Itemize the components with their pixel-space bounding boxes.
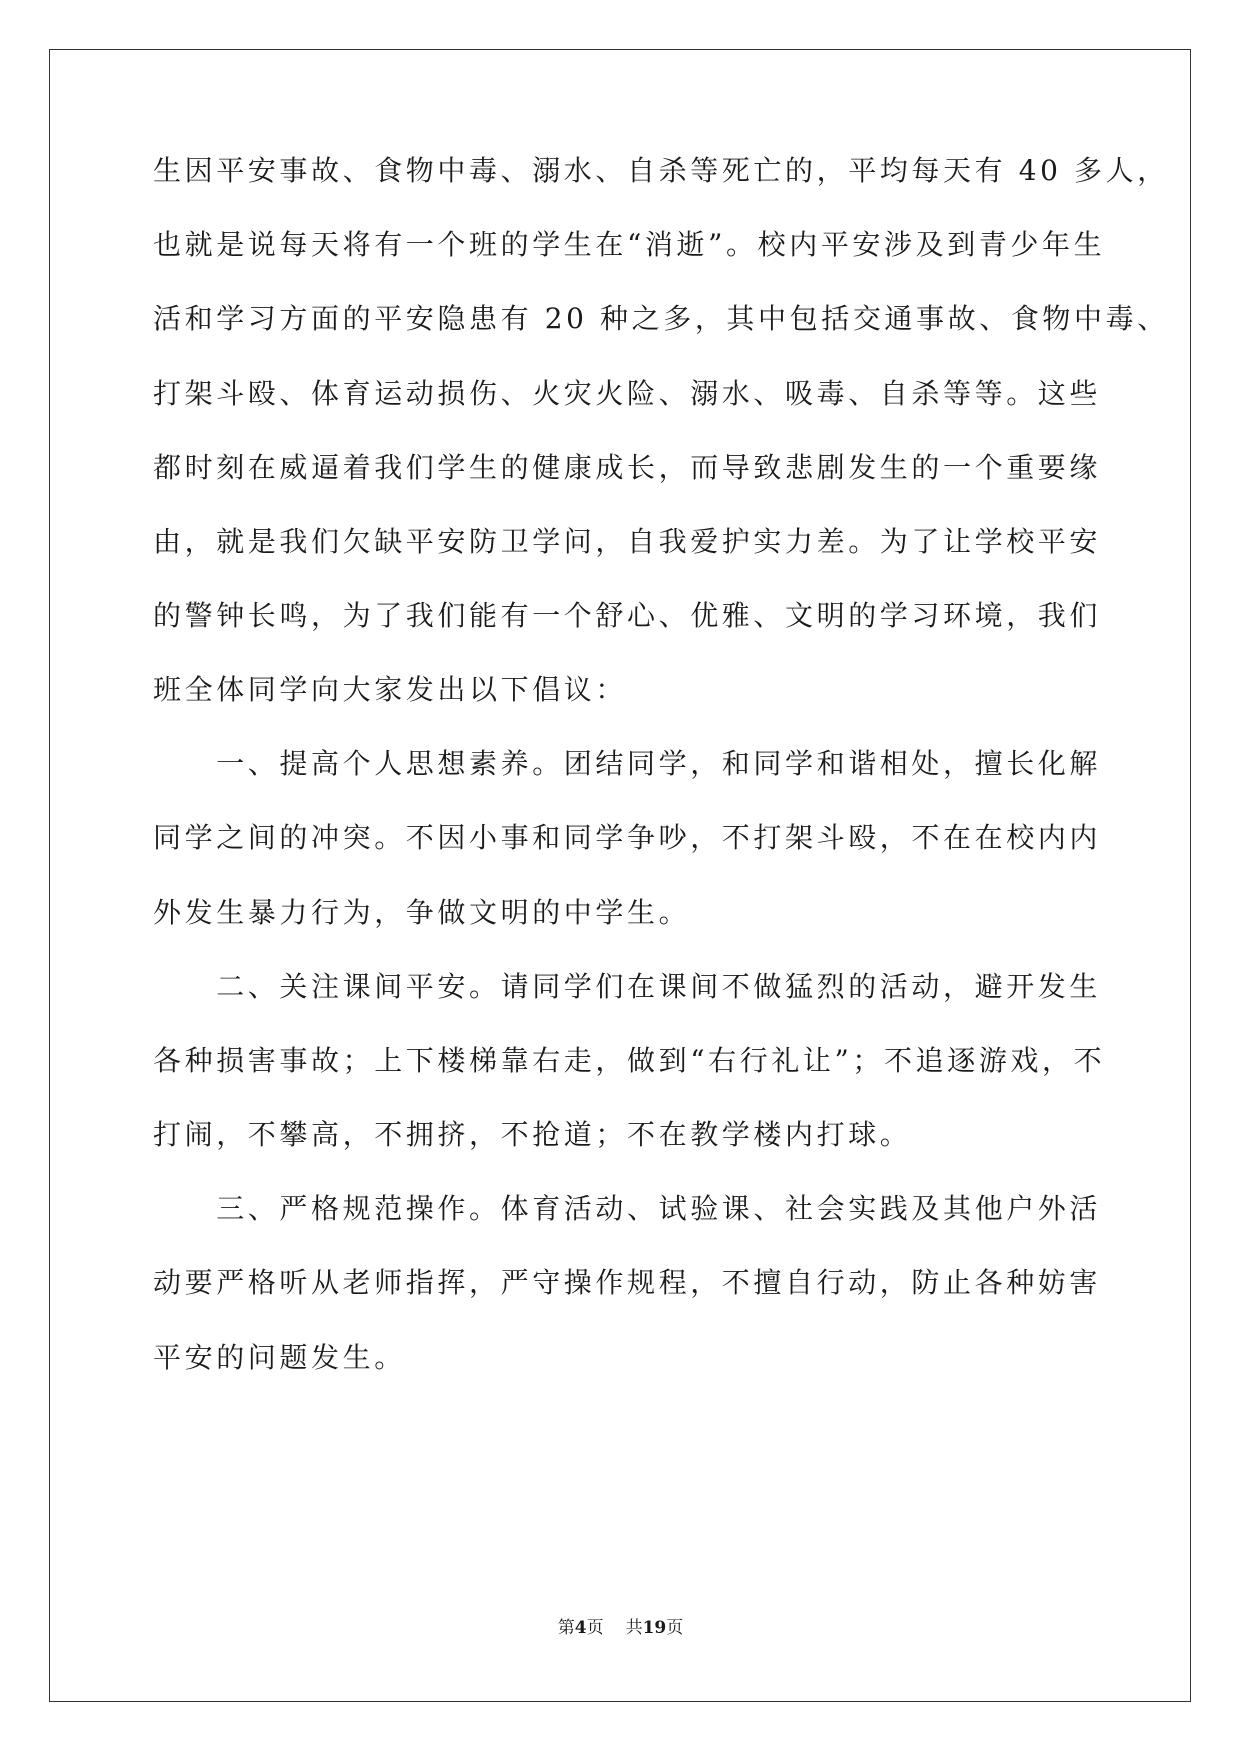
- body-line-12: 二、关注课间平安。请同学们在课间不做猛烈的活动，避开发生: [153, 970, 1102, 1003]
- total-suffix: 页: [666, 1618, 684, 1638]
- total-prefix: 共: [625, 1618, 643, 1638]
- body-line-3: 活和学习方面的平安隐患有 20 种之多，其中包括交通事故、食物中毒、: [153, 302, 1169, 335]
- page-prefix: 第: [557, 1618, 575, 1638]
- body-line-10: 同学之间的冲突。不因小事和同学争吵，不打架斗殴，不在在校内内: [153, 821, 1102, 854]
- body-line-6: 由，就是我们欠缺平安防卫学问，自我爱护实力差。为了让学校平安: [153, 525, 1102, 558]
- body-line-7: 的警钟长鸣，为了我们能有一个舒心、优雅、文明的学习环境，我们: [153, 599, 1102, 632]
- body-line-1: 生因平安事故、食物中毒、溺水、自杀等死亡的，平均每天有 40 多人，: [153, 154, 1169, 187]
- body-line-4: 打架斗殴、体育运动损伤、火灾火险、溺水、吸毒、自杀等等。这些: [153, 377, 1102, 410]
- body-line-16: 动要严格听从老师指挥，严守操作规程，不擅自行动，防止各种妨害: [153, 1266, 1102, 1299]
- body-line-15: 三、严格规范操作。体育活动、试验课、社会实践及其他户外活: [153, 1192, 1102, 1225]
- page-number: 4: [574, 1618, 587, 1638]
- total-pages: 19: [642, 1618, 667, 1638]
- body-line-17: 平安的问题发生。: [153, 1341, 406, 1374]
- body-line-8: 班全体同学向大家发出以下倡议：: [153, 673, 628, 706]
- page-suffix: 页: [586, 1618, 604, 1638]
- body-line-5: 都时刻在威逼着我们学生的健康成长，而导致悲剧发生的一个重要缘: [153, 451, 1102, 484]
- body-line-11: 外发生暴力行为，争做文明的中学生。: [153, 896, 691, 929]
- body-line-13: 各种损害事故；上下楼梯靠右走，做到“右行礼让”；不追逐游戏，不: [153, 1044, 1106, 1077]
- body-line-14: 打闹，不攀高，不拥挤，不抢道；不在教学楼内打球。: [153, 1118, 912, 1151]
- body-line-2: 也就是说每天将有一个班的学生在“消逝”。校内平安涉及到青少年生: [153, 228, 1106, 261]
- page-footer: [0, 1616, 1241, 1640]
- body-line-9: 一、提高个人思想素养。团结同学，和同学和谐相处，擅长化解: [153, 747, 1102, 780]
